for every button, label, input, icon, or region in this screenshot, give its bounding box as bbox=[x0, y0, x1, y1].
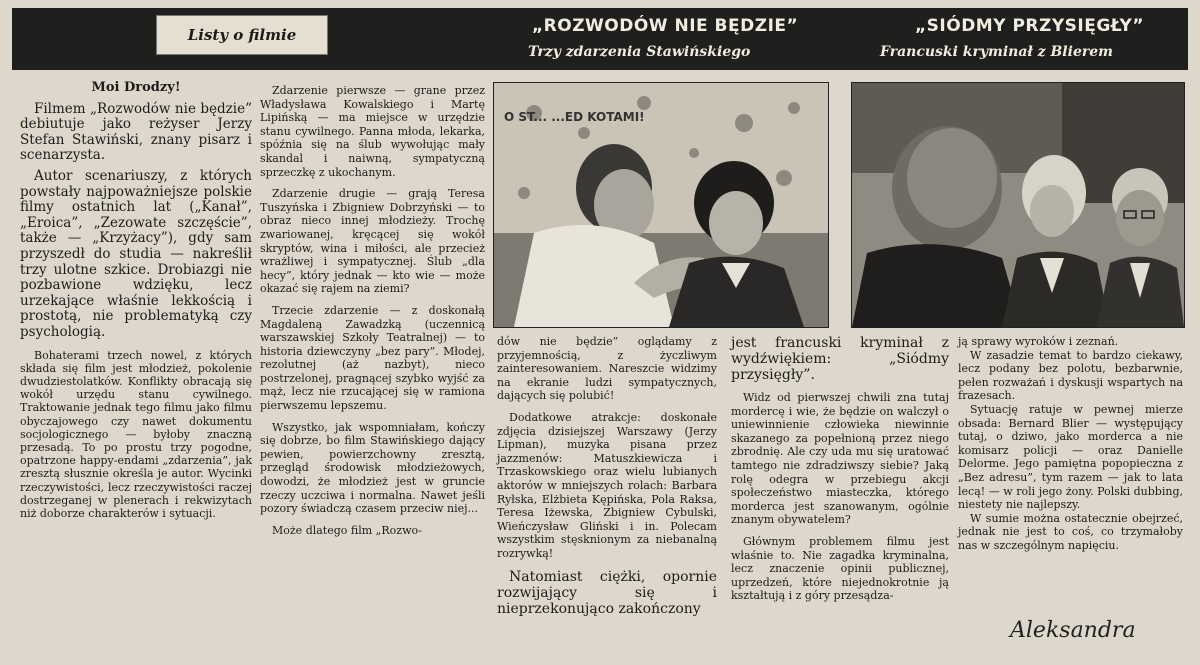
sign-text: O ST... ...ED KOTAMI! bbox=[504, 110, 645, 124]
paragraph: Dodatkowe atrakcje: doskonałe zdjęcia dzisiejszej Warszawy (Jerzy Lipman), muzyka pisana przez jazzmenów: Matuszkiewicza i Trzaskowskiego oraz wielu lubianych aktorów w mniejszych rolach: Barbara Ryłska, Elżbieta Kępińska, Pola Raksa, Teresa Iżewska, Zbigniew Cybulski, Wieńczysław Gliński i in. Polecam wszystkim stęsknionym za niebanalną rozrywką! bbox=[497, 410, 717, 560]
film-still-image bbox=[852, 83, 1184, 327]
film-still-image bbox=[494, 83, 828, 327]
paragraph: Zdarzenie drugie — grają Teresa Tuszyńska i Zbigniew Dobrzyński — to obraz nieco innej młodzieży. Trochę zwariowanej, kręcącej się wokół skryptów, wina i miłości, ale przecież wrażliwej i sympatycznej. Ślub „dla hecy”, który jednak — kto wie — może okazać się rajem na ziemi? bbox=[260, 187, 485, 296]
paragraph: dów nie będzie” oglądamy z przyjemnością, z życzliwym zainteresowaniem. Nareszcie widzimy na ekranie ludzi sympatycznych, dających się polubić! bbox=[497, 335, 717, 403]
paragraph: W sumie można ostatecznie obejrzeć, jednak nie jest to coś, co trzymałoby nas w szczególnym napięciu. bbox=[958, 511, 1183, 552]
greeting: Moi Drodzy! bbox=[91, 80, 181, 95]
paragraph: ją sprawy wyroków i zeznań. bbox=[958, 335, 1119, 348]
column-4 bbox=[731, 335, 949, 603]
paragraph: Widz od pierwszej chwili zna tutaj mordercę i wie, że będzie on walczył o uniewinnienie człowieka niewinnie skazanego za popełnioną przez niego zbrodnię. Ale czy uda mu się uratować tamtego nie zdradziwszy siebie? Jaką rolę odegra w przebiegu akcji społeczeństwo miasteczka, którego morderca jest szanowanym, ogólnie znanym obywatelem? bbox=[731, 391, 949, 527]
paragraph: Wszystko, jak wspomniałam, kończy się dobrze, bo film Stawińskiego dający pewien, powierzchowny zresztą, przegląd środowisk młodzieżowych, dowodzi, że młodzież jest w gruncie rzeczy uczciwa i normalna. Nawet jeśli pozory świadczą czasem przeciw niej... bbox=[260, 420, 485, 516]
section-label: Listy o filmie bbox=[156, 15, 328, 55]
film-still-rozwodow bbox=[493, 82, 829, 328]
paragraph: Może dlatego film „Rozwo- bbox=[272, 523, 422, 537]
paragraph: Natomiast ciężki, opornie rozwijający się i nieprzekonująco zakończony bbox=[497, 568, 717, 617]
author-signature: Aleksandra bbox=[1010, 618, 1136, 643]
paragraph: Filmem „Rozwodów nie będzie” debiutuje jako reżyser Jerzy Stefan Stawiński, znany pisarz i scenarzysta. bbox=[20, 100, 252, 164]
paragraph: Głównym problemem filmu jest właśnie to. Nie zagadka kryminalna, lecz znaczenie opinii publicznej, uprzedzeń, które niejednokrotnie ją kształtują i z góry przesądza- bbox=[731, 534, 949, 603]
paragraph: Trzecie zdarzenie — z doskonałą Magdaleną Zawadzką (uczennicą warszawskiej Szkoły Teatralnej) — to historia dziewczyny „bez pary”. Młodej, rezolutnej (aż nazbyt), nieco postrzelonej, pragnącej szybko wyjść za mąż, lecz nie rzucającej się w ramiona pierwszemu lepszemu. bbox=[260, 303, 485, 413]
paragraph: Bohaterami trzech nowel, z których składa się film jest młodzież, pokolenie dwudziestolatków. Konflikty obracają się wokół urzędu stanu cywilnego. Traktowanie jednak tego filmu jako filmu obyczajowego czy nawet dokumentu socjologicznego — byłoby znaczną przesadą. To po prostu trzy pogodne, opatrzone happy-endami „zdarzenia”, jak zresztą słusznie określa je autor. Wycinki rzeczywistości, lecz rzeczywistości raczej dostrzeganej w plenerach i rekwizytach niż doborze charakterów i sytuacji. bbox=[20, 348, 252, 520]
article-title-2: „SIÓDMY PRZYSIĘGŁY” bbox=[915, 16, 1145, 36]
article-subtitle-2: Francuski kryminał z Blierem bbox=[880, 44, 1113, 60]
paragraph: Sytuację ratuje w pewnej mierze obsada: Bernard Blier — występujący tutaj, o dziwo, jako morderca a nie komisarz policji — oraz Danielle Delorme. Jego pamiętna popopieczna z „Bez adresu”, tym razem — jak to lata lecą! — w roli jego żony. Polski dubbing, niestety nie najlepszy. bbox=[958, 402, 1183, 512]
film-still-siodmy bbox=[851, 82, 1185, 328]
column-5 bbox=[958, 335, 1183, 553]
column-2 bbox=[260, 84, 485, 537]
article-subtitle-1: Trzy zdarzenia Stawińskiego bbox=[528, 44, 751, 60]
article-title-1: „ROZWODÓW NIE BĘDZIE” bbox=[532, 16, 799, 36]
paragraph: Zdarzenie pierwsze — grane przez Władysława Kowalskiego i Martę Lipińską — ma miejsce w urzędzie stanu cywilnego. Panna młoda, lekarka, spóźnia się na ślub wywołując mały skandal i naiwną, sympatyczną sprzeczkę z ukochanym. bbox=[260, 84, 485, 179]
paragraph: Autor scenariuszy, z których powstały najpoważniejsze polskie filmy ostatnich lat („Kanał”, „Eroica”, „Zezowate szczęście”, także — „Krzyżacy”), gdy sam przyszedł do studia — nakreślił trzy ulotne szkice. Drobiazgi nie pozbawione wdzięku, lecz urzekające właśnie lekkością i prostotą, nie problematyką czy psychologią. bbox=[20, 167, 252, 340]
paragraph: jest francuski kryminał z wydźwiękiem: „Siódmy przysięgły”. bbox=[731, 335, 949, 383]
column-3 bbox=[497, 335, 717, 617]
column-1 bbox=[20, 80, 252, 525]
paragraph: W zasadzie temat to bardzo ciekawy, lecz podany bez polotu, bezbarwnie, pełen rozważań i dyskusji wspartych na frazesach. bbox=[958, 348, 1183, 403]
